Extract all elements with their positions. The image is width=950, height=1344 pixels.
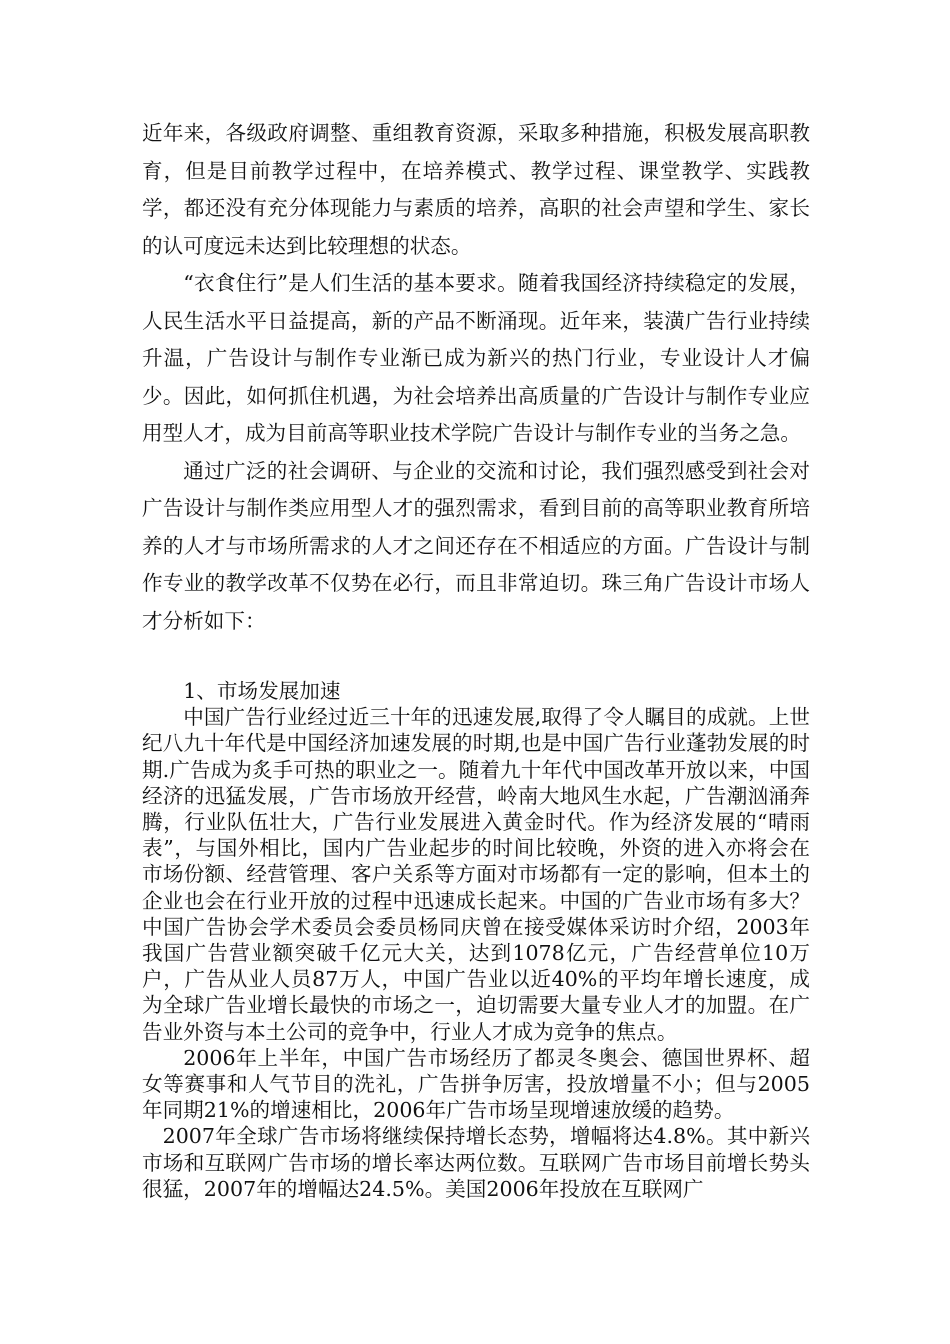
paragraph-5: 2006年上半年，中国广告市场经历了都灵冬奥会、德国世界杯、超女等赛事和人气节目的洗礼，广告拼争厉害，投放增量不小；但与2005年同期21%的增速相比，2006年广告市场呈现增速放缓的趋势。 — [142, 1045, 810, 1123]
paragraph-2: “衣食住行”是人们生活的基本要求。随着我国经济持续稳定的发展，人民生活水平日益提高，新的产品不断涌现。近年来，装潢广告行业持续升温，广告设计与制作专业渐已成为新兴的热门行业，专业设计人才偏少。因此，如何抓住机遇，为社会培养出高质量的广告设计与制作专业应用型人才，成为目前高等职业技术学院广告设计与制作专业的当务之急。 — [142, 271, 810, 445]
body-section-2 — [142, 678, 810, 1202]
section-heading: 1、市场发展加速 — [183, 679, 341, 703]
paragraph-6: 2007年全球广告市场将继续保持增长态势，增幅将达4.8%。其中新兴市场和互联网广告市场的增长率达两位数。互联网广告市场目前增长势头很猛，2007年的增幅达24.5%。美国2006年投放在互联网广 — [142, 1124, 810, 1201]
body-section-1 — [142, 115, 810, 640]
paragraph-4: 中国广告行业经过近三十年的迅速发展,取得了令人瞩目的成就。上世纪八九十年代是中国经济加速发展的时期,也是中国广告行业蓬勃发展的时期.广告成为炙手可热的职业之一。随着九十年代中国改革开放以来，中国经济的迅猛发展，广告市场放开经营，岭南大地风生水起，广告潮汹涌奔腾，行业队伍壮大，广告行业发展进入黄金时代。作为经济发展的“晴雨表”，与国外相比，国内广告业起步的时间比较晚，外资的进入亦将会在市场份额、经营管理、客户关系等方面对市场都有一定的影响，但本土的企业也会在行业开放的过程中迅速成长起来。中国的广告业市场有多大？中国广告协会学术委员会委员杨同庆曾在接受媒体采访时介绍，2003年我国广告营业额突破千亿元大关，达到1078亿元，广告经营单位10万户，广告从业人员87万人，中国广告业以近40%的平均年增长速度，成为全球广告业增长最快的市场之一，迫切需要大量专业人才的加盟。在广告业外资与本土公司的竞争中，行业人才成为竞争的焦点。 — [142, 705, 810, 1044]
paragraph-3: 通过广泛的社会调研、与企业的交流和讨论，我们强烈感受到社会对广告设计与制作类应用型人才的强烈需求，看到目前的高等职业教育所培养的人才与市场所需求的人才之间还存在不相适应的方面。广告设计与制作专业的教学改革不仅势在必行，而且非常迫切。珠三角广告设计市场人才分析如下： — [142, 458, 810, 633]
paragraph-1: 近年来，各级政府调整、重组教育资源，采取多种措施，积极发展高职教育，但是目前教学过程中，在培养模式、教学过程、课堂教学、实践教学，都还没有充分体现能力与素质的培养，高职的社会声望和学生、家长的认可度远未达到比较理想的状态。 — [142, 121, 810, 258]
